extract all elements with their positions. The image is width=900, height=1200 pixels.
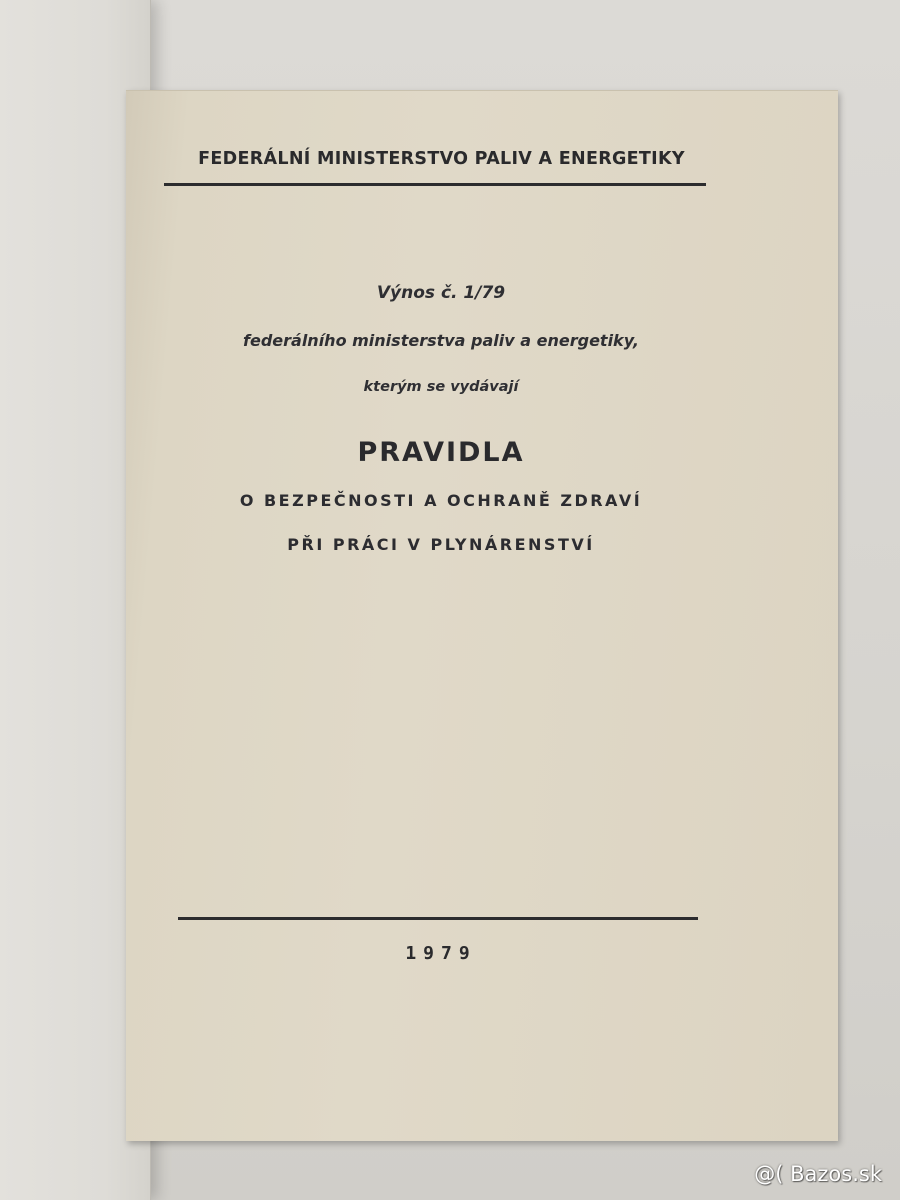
decree-number: Výnos č. 1/79 bbox=[376, 283, 506, 303]
ministry-header: FEDERÁLNÍ MINISTERSTVO PALIV A ENERGETIKY bbox=[198, 149, 685, 169]
header-rule bbox=[164, 183, 706, 186]
publication-year: 1979 bbox=[405, 943, 477, 964]
decree-ministry: federálního ministerstva paliv a energetiky, bbox=[243, 331, 639, 350]
title-page bbox=[126, 90, 838, 1141]
rules-subtitle-line: PŘI PRÁCI V PLYNÁRENSTVÍ bbox=[287, 535, 595, 554]
rules-subtitle-line: O BEZPEČNOSTI A OCHRANĚ ZDRAVÍ bbox=[239, 491, 643, 510]
footer-rule bbox=[178, 917, 698, 920]
decree-issuing-clause: kterým se vydávají bbox=[363, 379, 519, 395]
site-watermark: @( Bazos.sk bbox=[754, 1162, 882, 1186]
rules-title: PRAVIDLA bbox=[357, 437, 525, 468]
